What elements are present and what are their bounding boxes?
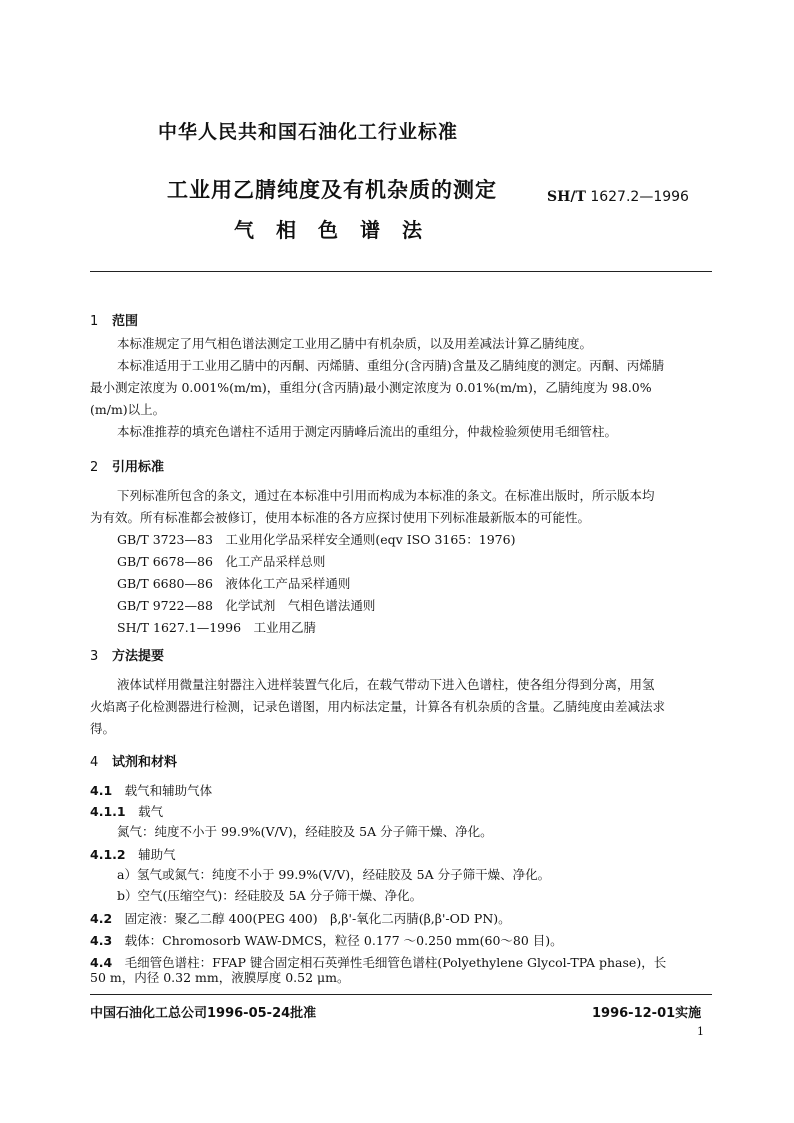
- reference-item: GB/T 3723—83 工业用化学品采样安全通则(eqv ISO 3165：1976): [117, 532, 516, 547]
- subsection-4-1-1-text: 氮气：纯度不小于 99.9%(V/V)，经硅胶及 5A 分子筛干燥、净化。: [117, 824, 493, 839]
- reference-item: GB/T 9722—88 化学试剂 气相色谱法通则: [117, 598, 376, 613]
- section-3-para-line-3: 得。: [90, 721, 116, 736]
- section-3-heading: 3 方法提要: [90, 649, 165, 664]
- subsection-4-4: 4.4 毛细管色谱柱：FFAP 键合固定相石英弹性毛细管色谱柱(Polyethylene Glycol-TPA phase)，长: [90, 955, 667, 970]
- section-1-para-2-line-3: (m/m)以上。: [90, 402, 166, 417]
- document-subtitle: 气相色谱法: [234, 218, 444, 242]
- issuing-body-title: 中华人民共和国石油化工行业标准: [158, 121, 459, 143]
- section-2-para-line-1: 下列标准所包含的条文，通过在本标准中引用而构成为本标准的条文。在标准出版时，所示版本均: [117, 488, 655, 503]
- implementation-date: 1996-12-01实施: [592, 1006, 702, 1021]
- standard-number: [547, 189, 689, 205]
- list-item-b: b）空气(压缩空气)：经硅胶及 5A 分子筛干燥、净化。: [117, 888, 423, 903]
- approval-line: 中国石油化工总公司1996-05-24批准: [90, 1006, 317, 1021]
- section-1-para-2-line-1: 本标准适用于工业用乙腈中的丙酮、丙烯腈、重组分(含丙腈)含量及乙腈纯度的测定。丙酮、丙烯腈: [117, 358, 665, 373]
- subsection-4-1-1: 4.1.1 载气: [90, 804, 164, 819]
- section-1-heading: 1 范围: [90, 314, 139, 329]
- section-1-para-1: 本标准规定了用气相色谱法测定工业用乙腈中有机杂质，以及用差减法计算乙腈纯度。: [117, 336, 593, 351]
- standard-prefix: SH/T: [547, 189, 586, 205]
- section-2-heading: 2 引用标准: [90, 460, 165, 475]
- reference-item: GB/T 6678—86 化工产品采样总则: [117, 554, 326, 569]
- reference-item: GB/T 6680—86 液体化工产品采样通则: [117, 576, 351, 591]
- header-divider: [90, 271, 712, 272]
- list-item-a: a）氢气或氮气：纯度不小于 99.9%(V/V)，经硅胶及 5A 分子筛干燥、净化。: [117, 867, 551, 882]
- subsection-4-3: 4.3 载体：Chromosorb WAW-DMCS，粒径 0.177 ～0.250 mm(60～80 目)。: [90, 933, 563, 948]
- page-number: 1: [697, 1025, 704, 1038]
- section-2-para-line-2: 为有效。所有标准都会被修订，使用本标准的各方应探讨使用下列标准最新版本的可能性。: [90, 510, 591, 525]
- section-1-para-3: 本标准推荐的填充色谱柱不适用于测定丙腈峰后流出的重组分，仲裁检验须使用毛细管柱。: [117, 424, 618, 439]
- section-1-para-2-line-2: 最小测定浓度为 0.001%(m/m)，重组分(含丙腈)最小测定浓度为 0.01%(m/m)，乙腈纯度为 98.0%: [90, 380, 652, 395]
- standard-code: 1627.2—1996: [590, 189, 689, 205]
- section-3-para-line-1: 液体试样用微量注射器注入进样装置气化后，在载气带动下进入色谱柱，使各组分得到分离，用氢: [117, 677, 655, 692]
- footer-divider: [90, 994, 712, 995]
- section-3-para-line-2: 火焰离子化检测器进行检测，记录色谱图，用内标法定量，计算各有机杂质的含量。乙腈纯度由差减法求: [90, 699, 666, 714]
- reference-item: SH/T 1627.1—1996 工业用乙腈: [117, 620, 317, 635]
- subsection-4-1: 4.1 载气和辅助气体: [90, 783, 213, 798]
- subsection-4-1-2: 4.1.2 辅助气: [90, 847, 176, 862]
- subsection-4-2: 4.2 固定液：聚乙二醇 400(PEG 400) β,β'-氧化二丙腈(β,β'-OD PN)。: [90, 911, 511, 926]
- section-4-heading: 4 试剂和材料: [90, 755, 178, 770]
- subsection-4-4-line-2: 50 m，内径 0.32 mm，液膜厚度 0.52 μm。: [90, 970, 350, 985]
- document-title: 工业用乙腈纯度及有机杂质的测定: [167, 178, 497, 202]
